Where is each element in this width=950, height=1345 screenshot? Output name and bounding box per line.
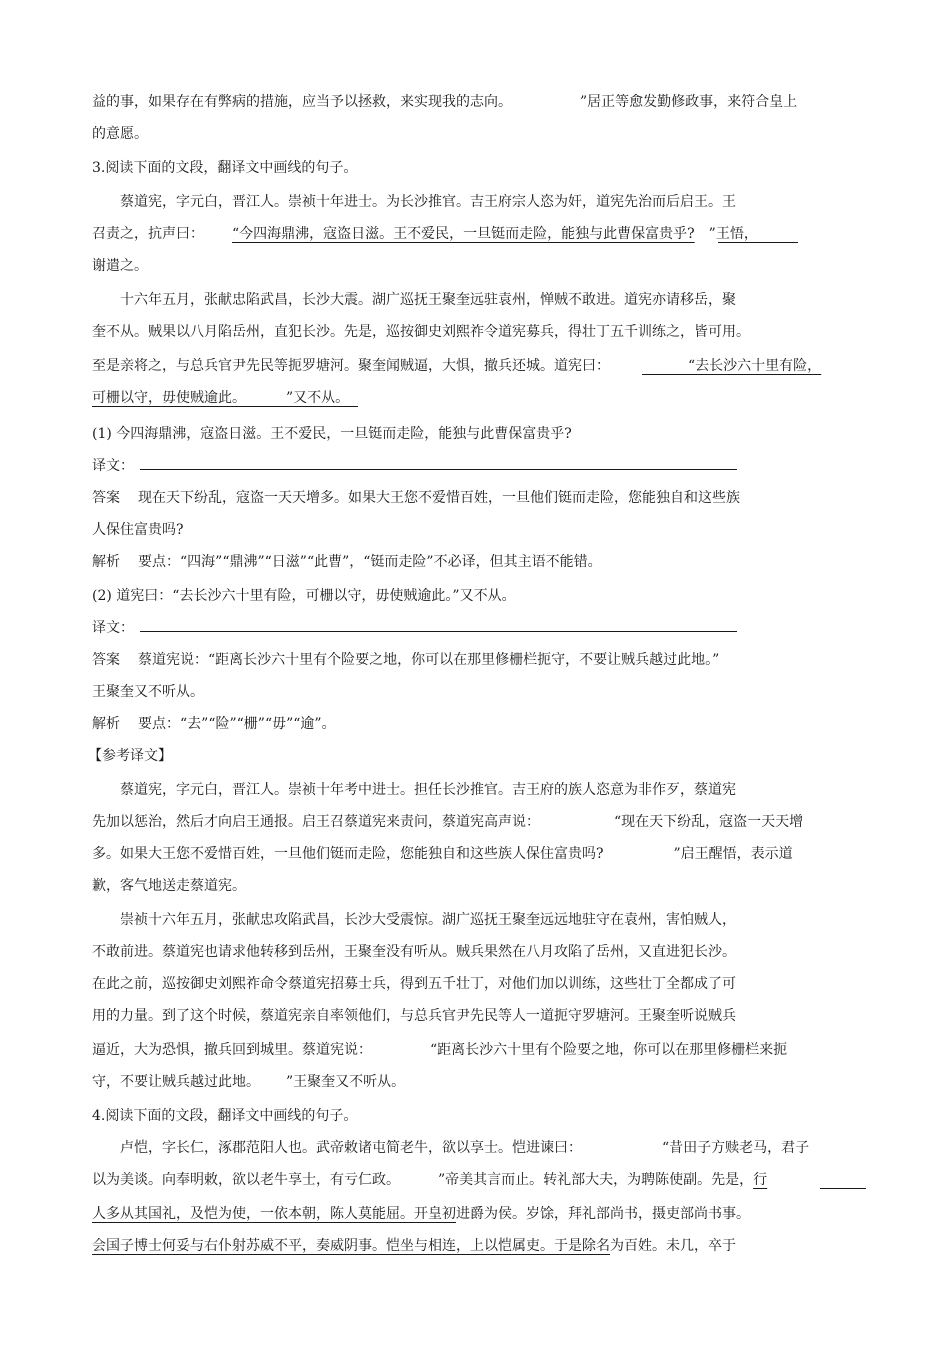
question-heading: 4.阅读下面的文段，翻译文中画线的句子。 <box>92 1108 358 1124</box>
text-line <box>92 92 797 112</box>
text-segment: 以为美谈。向奉明敕，欲以老牛享士，有亏仁政。 <box>92 1172 400 1188</box>
translation-label: 译文： <box>92 620 134 636</box>
text-segment: ”启王醒悟，表示道 <box>673 846 793 862</box>
passage-line: 谢遣之。 <box>92 258 148 274</box>
explanation-label: 解析 <box>92 716 120 732</box>
answer-blank <box>140 469 737 470</box>
text-segment: “昔田子方赎老马，君子 <box>662 1140 810 1156</box>
passage-line: 奎不从。贼果以八月陷岳州，直犯长沙。先是，巡按御史刘熙祚令道宪募兵，得壮丁五千训练之，皆可用。 <box>92 324 750 340</box>
answer-line: 王聚奎又不听从。 <box>92 684 204 700</box>
reference-line <box>92 1072 405 1092</box>
underline-rule <box>92 406 358 407</box>
explanation-text: 要点：“去”“险”“栅”“毋”“逾”。 <box>138 716 336 732</box>
explanation-line <box>92 714 336 734</box>
answer-text: 现在天下纷乱，寇盗一天天增多。如果大王您不爱惜百姓，一旦他们铤而走险，您能独自和这些族 <box>138 490 740 506</box>
underlined-sentence: “今四海鼎沸，寇盗日滋。王不爱民，一旦铤而走险，能独与此曹保富贵乎? <box>232 226 695 242</box>
text-segment: 多。如果大王您不爱惜百姓，一旦他们铤而走险，您能独自和这些族人保住富贵吗? <box>92 846 604 862</box>
answer-label: 答案 <box>92 652 120 668</box>
passage-line <box>92 1170 767 1190</box>
text-segment: 先加以惩治，然后才向启王通报。启王召蔡道宪来责问，蔡道宪高声说： <box>92 814 540 830</box>
reference-line <box>92 844 793 864</box>
text-segment: “距离长沙六十里有个险要之地，你可以在那里修栅栏来扼 <box>430 1042 788 1058</box>
answer-line <box>92 488 740 508</box>
text-segment: 召责之，抗声曰： <box>92 226 204 242</box>
answer-line: 人保住富贵吗? <box>92 522 184 538</box>
passage-line: 蔡道宪，字元白，晋江人。崇祯十年进士。为长沙推官。吉王府宗人恣为奸，道宪先治而后启王。王 <box>120 194 736 210</box>
passage-line <box>92 1236 736 1256</box>
underlined-sentence: 人多从其国礼，及恺为使，一依本朝，陈人莫能屈。开皇初 <box>92 1206 456 1222</box>
text-segment: 至是亲将之，与总兵官尹先民等扼罗塘河。聚奎闻贼逼，大惧，撤兵还城。道宪曰： <box>92 358 610 374</box>
underlined-sentence: 行 <box>753 1172 768 1188</box>
reference-line: 歉，客气地送走蔡道宪。 <box>92 878 246 894</box>
reference-line: 用的力量。到了这个时候，蔡道宪亲自率领他们，与总兵官尹先民等人一道扼守罗塘河。王聚奎听说贼兵 <box>92 1008 736 1024</box>
text-segment: ”王悟， <box>708 226 758 242</box>
passage-line <box>92 356 821 376</box>
answer-text: 蔡道宪说：“距离长沙六十里有个险要之地，你可以在那里修栅栏扼守，不要让贼兵越过此地。” <box>138 652 720 668</box>
text-segment: 卢恺，字长仁，涿郡范阳人也。武帝敕诸屯简老牛，欲以享士。恺进谏曰： <box>120 1140 582 1156</box>
underlined-sentence: 会国子博士何妥与右仆射苏威不平，奏威阴事。恺坐与相连，上以恺属吏。于是除名 <box>92 1238 610 1254</box>
text-segment: 守，不要让贼兵越过此地。 <box>92 1074 260 1090</box>
underline-rule <box>642 374 718 375</box>
underlined-sentence: 可栅以守，毋使贼逾此。 <box>92 390 246 406</box>
sentence-1: (1) 今四海鼎沸，寇盗日滋。王不爱民，一旦铤而走险，能独与此曹保富贵乎? <box>92 426 572 442</box>
underline-rule <box>718 242 798 243</box>
reference-title: 【参考译文】 <box>88 748 172 764</box>
reference-line: 崇祯十六年五月，张献忠攻陷武昌，长沙大受震惊。湖广巡抚王聚奎远远地驻守在袁州，害怕贼人， <box>120 912 736 928</box>
sentence-2: (2) 道宪曰：“去长沙六十里有险，可栅以守，毋使贼逾此。”又不从。 <box>92 588 516 604</box>
text-segment: 进爵为侯。岁馀，拜礼部尚书，摄吏部尚书事。 <box>456 1206 750 1222</box>
passage-line <box>92 1204 750 1224</box>
text-segment: ”王聚奎又不听从。 <box>286 1074 406 1090</box>
reference-line: 蔡道宪，字元白，晋江人。崇祯十年考中进士。担任长沙推官。吉王府的族人恣意为非作歹，蔡道宪 <box>120 782 736 798</box>
passage-line <box>92 224 758 244</box>
passage-line: 十六年五月，张献忠陷武昌，长沙大震。湖广巡抚王聚奎远驻袁州，惮贼不敢进。道宪亦请移岳，聚 <box>120 292 736 308</box>
explanation-text: 要点：“四海”“鼎沸”“日滋”“此曹”，“铤而走险”不必译，但其主语不能错。 <box>138 554 602 570</box>
answer-line <box>92 650 719 670</box>
text-segment: 为百姓。未几，卒于 <box>610 1238 736 1254</box>
text-segment: ”帝美其言而止。转礼部大夫，为聘陈使副。先是， <box>438 1172 754 1188</box>
reference-line: 在此之前，巡按御史刘熙祚命令蔡道宪招募士兵，得到五千壮丁，对他们加以训练，这些壮丁全都成了可 <box>92 976 736 992</box>
text-line: 的意愿。 <box>92 126 148 142</box>
text-segment: 逼近，大为恐惧，撤兵回到城里。蔡道宪说： <box>92 1042 372 1058</box>
answer-blank <box>140 631 737 632</box>
underlined-sentence: “去长沙六十里有险， <box>688 358 822 374</box>
text-segment: ”居正等愈发勤修政事，来符合皇上 <box>580 94 798 110</box>
reference-line: 不敢前进。蔡道宪也请求他转移到岳州，王聚奎没有听从。贼兵果然在八月攻陷了岳州，又直进犯长沙。 <box>92 944 736 960</box>
reference-line <box>92 1040 787 1060</box>
question-heading: 3.阅读下面的文段，翻译文中画线的句子。 <box>92 160 358 176</box>
underline-rule <box>820 1188 866 1189</box>
explanation-label: 解析 <box>92 554 120 570</box>
text-segment: 益的事，如果存在有弊病的措施，应当予以拯救，来实现我的志向。 <box>92 94 512 110</box>
passage-line <box>120 1138 809 1158</box>
underlined-sentence: ”又不从。 <box>286 390 350 406</box>
translation-label: 译文： <box>92 458 134 474</box>
reference-line <box>92 812 803 832</box>
answer-label: 答案 <box>92 490 120 506</box>
text-segment: “现在天下纷乱，寇盗一天天增 <box>614 814 804 830</box>
explanation-line <box>92 552 602 572</box>
passage-line <box>92 388 349 408</box>
